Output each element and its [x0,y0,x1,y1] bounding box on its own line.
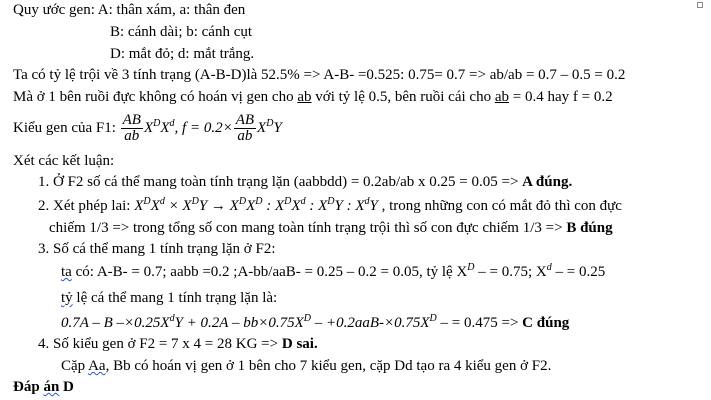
f1-x2: X [160,120,170,136]
f1-den-1: ab [124,128,140,145]
f1-y: Y [273,120,282,136]
conclusion-4-text: 4. Số kiểu gen ở F2 = 7 x 4 = 28 KG => [38,336,282,352]
conclusion-1-verdict: A đúng. [522,174,573,190]
ta-word: ta [61,264,72,280]
conclusion-2-pre: 2. Xét phép lai: [38,198,135,214]
legend-line-1: Quy ước gen: A: thân xám, a: thân đen [13,2,246,18]
conclusion-2-line-2 [49,219,613,237]
formula-part-3: – +0.2aaB-×0.75X [310,315,430,331]
cross-formula: $X^DX^d \times X^DY \to X^DX^D$ : $X^DX^d$ : $X^DY$ : $X^dY$ [134,196,378,214]
formula-part-1: 0.7A – B –×0.25X [61,315,170,331]
conclusion-4 [38,335,318,353]
conclusion-1 [38,173,572,191]
conclusion-3-verdict: C đúng [522,315,570,331]
calc-text: có: A-B- = 0.7; aabb =0.2 ;A-bb/aaB- = 0.25 – 0.2 = 0.05, tỷ lệ X [71,264,468,280]
legend-line-3: D: mắt đỏ; d: mắt trắng. [110,46,255,62]
formula-sup-1: d [169,313,175,324]
conclusion-3-calc [61,263,605,281]
f1-x3: X [257,120,267,136]
answer-line [13,378,74,396]
f1-genotype [13,108,282,148]
conclusion-4-sub [61,357,551,375]
conclusions-heading: Xét các kết luận: [13,153,115,169]
conclusion-2-text: chiếm 1/3 => trong tổng số con mang toàn tính trạng trội thì số con đực chiếm 1/3 => [49,220,567,236]
answer-pre: Đáp [13,379,44,395]
f1-sup-D1: D [153,118,161,129]
conclusion-2-after: , trong những con có mắt đỏ thì con đực [377,198,622,214]
male-line-ab1: ab [297,89,312,105]
male-line-ab2: ab [494,89,509,105]
calc-sup-d: d [546,262,552,273]
tyle-word: tỷ [61,290,73,306]
conclusion-3-title: 3. Số cá thể mang 1 tính trạng lặn ở F2: [38,241,276,257]
male-line-mid: với tỷ lệ 0.5, bên ruồi cái cho [311,89,495,105]
f1-num-2: AB [235,112,255,129]
formula-sup-3: D [429,313,437,324]
formula-part-4: – = 0.475 => [436,315,523,331]
tyle-rest: lệ cá thể mang 1 tính trạng lặn là: [72,290,278,306]
conclusion-1-text: 1. Ở F2 số cá thể mang toàn tính trạng lặn (aabbdd) = 0.2ab/ab x 0.25 = 0.05 => [38,174,523,190]
f1-fraction-2 [234,113,256,144]
f1-num-1: AB [122,112,141,129]
f1-f-eq: , f = 0.2× [174,120,233,136]
calc-tail-1: – = 0.75; X [474,264,547,280]
formula-sup-2: D [303,313,311,324]
male-line-post: = 0.4 hay f = 0.2 [509,89,613,105]
conclusion-2-verdict: B đúng [566,220,613,236]
corner-marker [697,2,703,8]
f1-sup-D2: D [266,118,274,129]
formula-part-2: Y + 0.2A – bb×0.75X [174,315,304,331]
legend-line-2: B: cánh dài; b: cánh cụt [110,24,253,40]
f1-x1: X [143,120,154,136]
male-line-pre: Mà ở 1 bên ruồi đực không có hoán vị gen cho [13,89,298,105]
answer-post: D [59,379,74,395]
conclusion-3-formula [61,314,569,332]
calc-sup-D: D [467,262,475,273]
sub-aa: Aa [88,358,106,374]
f1-label: Kiểu gen của F1: [13,120,120,136]
answer-an: án [43,379,60,395]
conclusion-4-verdict: D sai. [281,336,318,352]
sub-pre: Cặp [61,358,89,374]
male-line [13,88,613,106]
sub-rest: , Bb có hoán vị gen ở 1 bên cho 7 kiểu gen, cặp Dd tạo ra 4 kiểu gen ở F2. [105,358,552,374]
f1-den-2: ab [237,128,253,145]
conclusion-2-line-1 [38,197,622,215]
f1-sup-d1: d [169,118,175,129]
calc-tail-2: – = 0.25 [551,264,606,280]
f1-fraction-1 [121,113,143,144]
ratio-line: Ta có tỷ lệ trội về 3 tính trạng (A-B-D)là 52.5% => A-B- =0.525: 0.75= 0.7 => ab/ab = 0.7 – 0.5 = 0.2 [13,67,626,83]
conclusion-3-rate [61,289,277,307]
